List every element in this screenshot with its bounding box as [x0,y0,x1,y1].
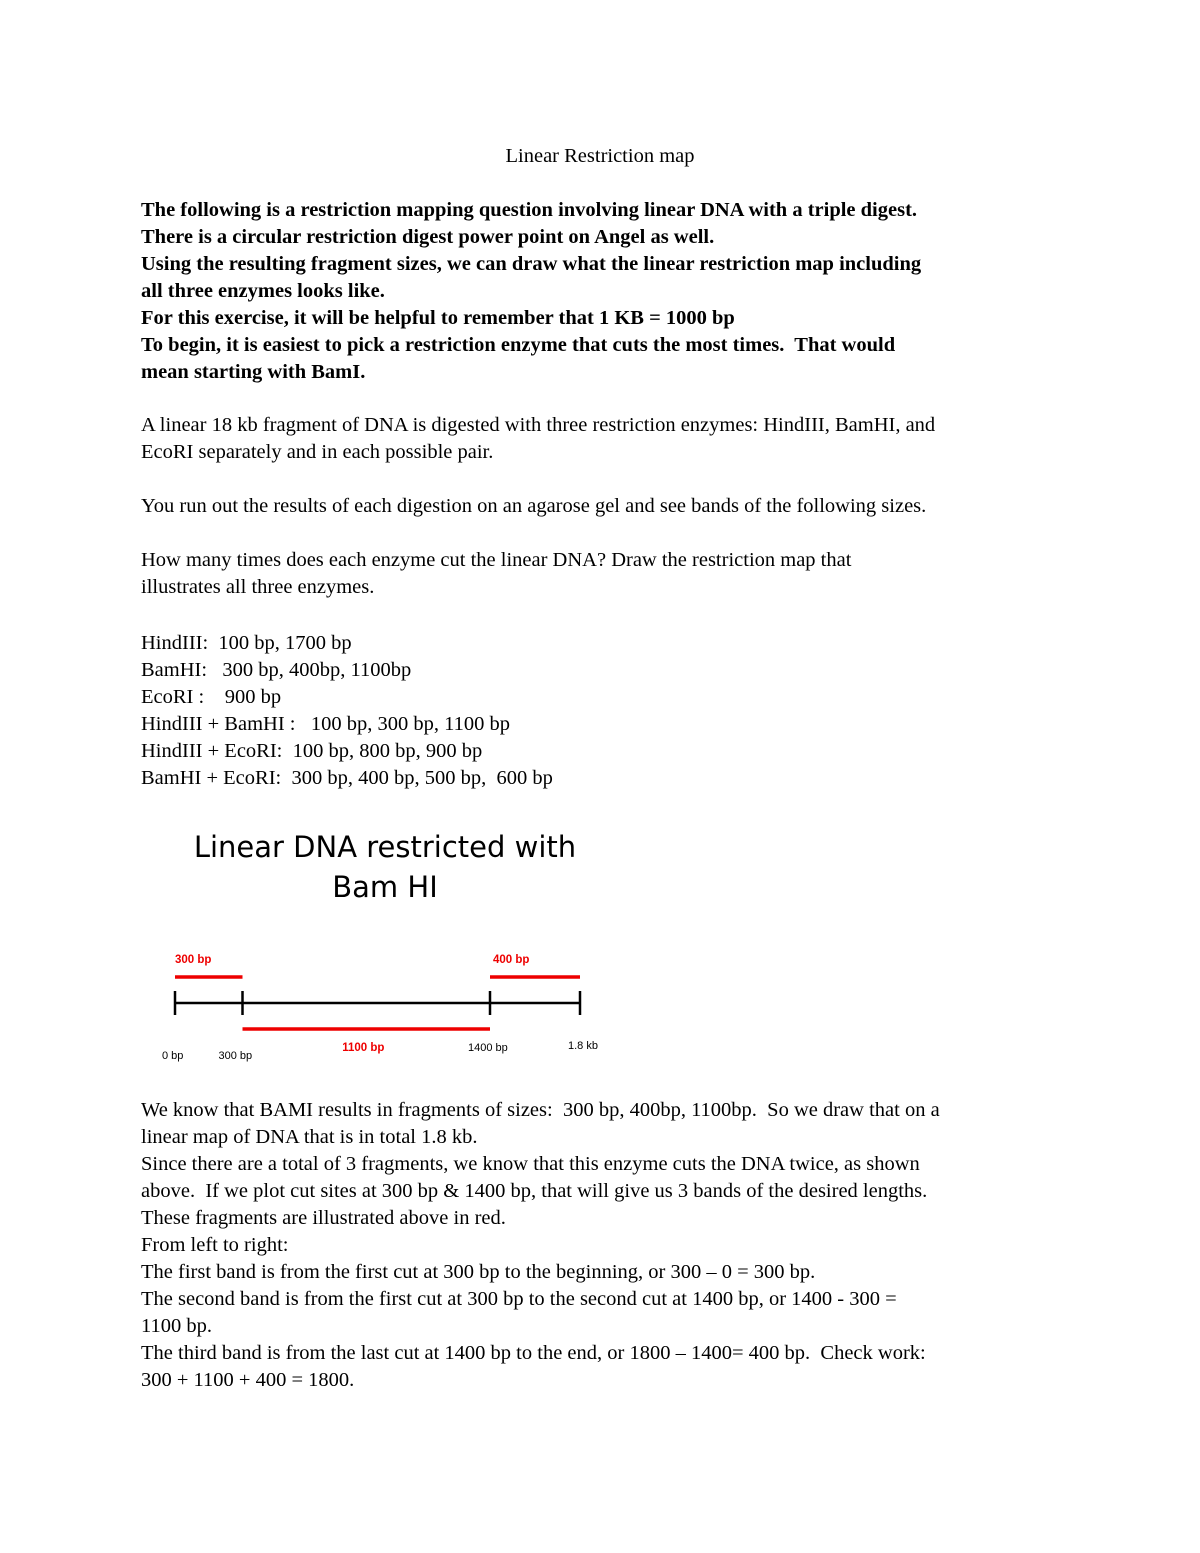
explanation-line: above. If we plot cut sites at 300 bp & 1400 bp, that will give us 3 bands of the desired lengths. [141,1180,928,1202]
intro-line: For this exercise, it will be helpful to remember that 1 KB = 1000 bp [141,307,735,329]
question-line: illustrates all three enzymes. [141,576,375,598]
explanation [141,1097,1071,1394]
intro-line: all three enzymes looks like. [141,280,385,302]
position-label-end: 1.8 kb [568,1040,598,1052]
position-label-start: 0 bp [162,1050,184,1062]
explanation-line: From left to right: [141,1234,289,1256]
fragment-label: 400 bp [493,954,530,966]
intro-line: The following is a restriction mapping question involving linear DNA with a triple digest. [141,199,918,221]
fragment-label: 300 bp [175,954,212,966]
position-label-cut2: 1400 bp [468,1042,508,1054]
digest-results [141,630,1071,792]
explanation-line: These fragments are illustrated above in red. [141,1207,506,1229]
digest-line: BamHI: 300 bp, 400bp, 1100bp [141,659,412,681]
digest-line: HindIII: 100 bp, 1700 bp [141,632,352,654]
fragment-label: 1100 bp [342,1042,385,1054]
digest-line: EcoRI : 900 bp [141,686,282,708]
bold-intro [141,197,1071,386]
explanation-line: The second band is from the first cut at 300 bp to the second cut at 1400 bp, or 1400 - 300 = [141,1288,897,1310]
figure-title-line-2: Bam HI [332,870,438,904]
question-paragraph-2 [141,493,1071,520]
question-text [141,412,1071,628]
digest-line: HindIII + EcoRI: 100 bp, 800 bp, 900 bp [141,740,483,762]
digest-line: BamHI + EcoRI: 300 bp, 400 bp, 500 bp, 600 bp [141,767,553,789]
intro-line: There is a circular restriction digest power point on Angel as well. [141,226,715,248]
question-line: How many times does each enzyme cut the linear DNA? Draw the restriction map that [141,549,852,571]
digest-line: HindIII + BamHI : 100 bp, 300 bp, 1100 bp [141,713,510,735]
question-paragraph-3 [141,547,1071,601]
explanation-line: Since there are a total of 3 fragments, we know that this enzyme cuts the DNA twice, as shown [141,1153,920,1175]
question-paragraph-1 [141,412,1071,466]
explanation-line: 300 + 1100 + 400 = 1800. [141,1369,355,1391]
question-line: You run out the results of each digestion on an agarose gel and see bands of the following sizes. [141,495,927,517]
restriction-map [150,815,670,1080]
explanation-line: linear map of DNA that is in total 1.8 kb. [141,1126,478,1148]
explanation-line: The third band is from the last cut at 1400 bp to the end, or 1800 – 1400= 400 bp. Check work: [141,1342,926,1364]
page-title: Linear Restriction map [505,145,695,167]
intro-line: mean starting with BamI. [141,361,366,383]
intro-line: To begin, it is easiest to pick a restriction enzyme that cuts the most times. That would [141,334,896,356]
position-label-cut1: 300 bp [218,1050,253,1062]
intro-line: Using the resulting fragment sizes, we can draw what the linear restriction map including [141,253,922,275]
question-line: A linear 18 kb fragment of DNA is digested with three restriction enzymes: HindIII, BamHI, and [141,414,936,436]
explanation-line: 1100 bp. [141,1315,212,1337]
explanation-line: The first band is from the first cut at 300 bp to the beginning, or 300 – 0 = 300 bp. [141,1261,816,1283]
explanation-line: We know that BAMI results in fragments of sizes: 300 bp, 400bp, 1100bp. So we draw that on a [141,1099,940,1121]
question-line: EcoRI separately and in each possible pair. [141,441,494,463]
restriction-map-figure [150,815,670,1080]
figure-title-line-1: Linear DNA restricted with [193,830,577,864]
